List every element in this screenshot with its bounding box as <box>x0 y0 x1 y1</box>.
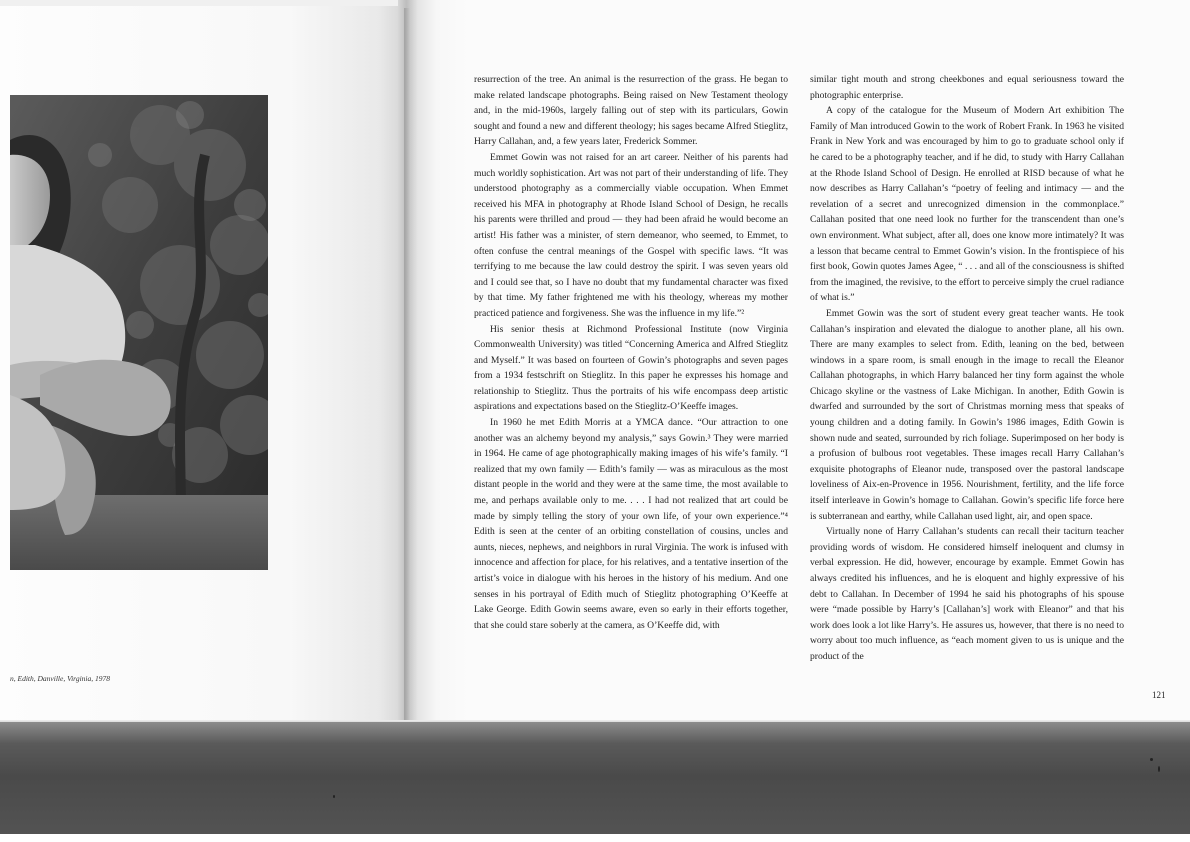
paragraph: Virtually none of Harry Callahan’s students can recall their taciturn teacher providing words of wisdom. He considered himself ineloquent and clumsy in verbal expression. He did, however, encourage by example. Emmet Gowin has always credited his influences, and he is eloquent and highly expressive of his debt to Callahan. In December of 1994 he said his photographs of his spouse were “made possible by Harry’s [Callahan’s] work with Eleanor” and that his work does look a lot like Harry’s. He assures us, however, that there is no need to worry about too much influence, as “each moment given to us is unique and the product of the <box>810 526 1124 662</box>
scan-border <box>0 834 1190 842</box>
paragraph: In 1960 he met Edith Morris at a YMCA dance. “Our attraction to one another was an alchemy beyond my analysis,” says Gowin.³ They were married in 1964. He came of age photographically making images of his wife’s family. “I realized that my own family — Edith’s family — was as miraculous as the most distant people in the world and they were at the same time, the most available to me, and perhaps available only to me. . . . I had not realized that art could be made by simply telling the story of your own life, of your own experience.”⁴ Edith is seen at the center of an orbiting constellation of cousins, uncles and aunts, nieces, nephews, and neighbors in rural Virginia. The work is infused with innocence and affection for place, for his relatives, and a tentative insertion of the artist’s voice in dialogue with his heroes in the history of his medium. And one senses in his portrayal of Edith much of Stieglitz photographing O’Keeffe at Lake George. Edith Gowin seems aware, even so early in their efforts together, that she could stare soberly at the camera, as O’Keeffe did, with <box>474 417 788 631</box>
dust-speck <box>333 795 335 798</box>
paragraph: His senior thesis at Richmond Professional Institute (now Virginia Commonwealth University) was titled “Concerning America and Alfred Stieglitz and Myself.” It was based on fourteen of Gowin’s photographs and seven pages from a 1934 festschrift on Stieglitz. In this paper he expresses his homage and relationship to Stieglitz. Thus the portraits of his wife encompass deep artistic aspirations and expectations based on the Stieglitz-O’Keeffe images. <box>474 323 788 413</box>
photo-caption: n, Edith, Danville, Virginia, 1978 <box>10 674 110 683</box>
left-page <box>0 0 412 725</box>
page-number: 121 <box>1152 690 1166 700</box>
paragraph: similar tight mouth and strong cheekbones and equal seriousness toward the photographic enterprise. <box>810 74 1124 101</box>
text-column-right <box>810 72 1124 665</box>
scanner-background <box>0 722 1190 842</box>
portrait-photograph <box>10 95 268 570</box>
paragraph: Emmet Gowin was not raised for an art career. Neither of his parents had much worldly sophistication. Art was not part of their understanding of life. They understood photography as a commercially viable occupation. When Emmet received his MFA in photography at Rhode Island School of Design, he recalls his parents were thrilled and proud — they had been afraid he would become an artist! His father was a minister, of stern demeanor, who seemed, to Emmet, to often confuse the central meanings of the Gospel with specific laws. “It was terrifying to me because the law could destroy the spirit. I was seven years old and I could see that, so I have no doubt that my fundamental character was fixed by that time. My father frightened me with his theology, whereas my mother practiced patience and forgiveness. She was the influence in my life.”² <box>474 151 788 319</box>
dust-speck <box>1150 758 1153 761</box>
page-top-edge <box>0 0 400 6</box>
paragraph: Emmet Gowin was the sort of student every great teacher wants. He took Callahan’s inspiration and elevated the dialogue to another plane, all his own. There are many examples to select from. Edith, leaning on the bed, between windows in a spare room, is small enough in the image to recall the Eleanor Callahan photographs, in which Harry balanced her tiny form against the whole Chicago skyline or the vastness of Lake Michigan. In another, Edith Gowin is dwarfed and surrounded by the sort of Christmas morning mess that speaks of young children and a doting family. In Gowin’s 1986 images, Edith Gowin is shown nude and seated, surrounded by rich foliage. Superimposed on her body is a profusion of bulbous root vegetables. These images recall Harry Callahan’s exquisite photographs of Eleanor nude, transposed over the pastoral landscape loveliness of Aix-en-Provence in 1956. Nourishment, fertility, and the life force itself interleave in Gowin’s homage to Callahan. Gowin’s specific life force here is subterranean and earthy, while Callahan used light, air, and open space. <box>810 307 1124 522</box>
text-column-left <box>474 72 788 633</box>
paragraph: A copy of the catalogue for the Museum of Modern Art exhibition The Family of Man introduced Gowin to the work of Robert Frank. In 1963 he visited Frank in New York and was encouraged by him to go to graduate school only if he cared to be a photography teacher, and if he did, to study with Harry Callahan at the Rhode Island School of Design. He enrolled at RISD because of what he now describes as Harry Callahan’s “poetry of feeling and intimacy — and the revelation of a secret and unrecognized dimension in the commonplace.” Callahan posited that one need look no further for the transcendent than one’s own environment. What subject, after all, does one know more intimately? It was a lesson that became central to Emmet Gowin’s vision. In the frontispiece of his first book, Gowin quotes James Agee, “ . . . and all of the consciousness is shifted from the imagined, the revisive, to the effort to perceive simply the cruel radiance of what is.” <box>810 105 1124 304</box>
dust-speck <box>1158 766 1160 772</box>
paragraph: resurrection of the tree. An animal is the resurrection of the grass. He began to make related landscape photographs. Being raised on New Testament theology and, in the mid-1960s, largely falling out of step with its particulars, Gowin sought and found a new and different theology; his sages became Alfred Stieglitz, Harry Callahan, and, a few years later, Frederick Sommer. <box>474 74 788 148</box>
